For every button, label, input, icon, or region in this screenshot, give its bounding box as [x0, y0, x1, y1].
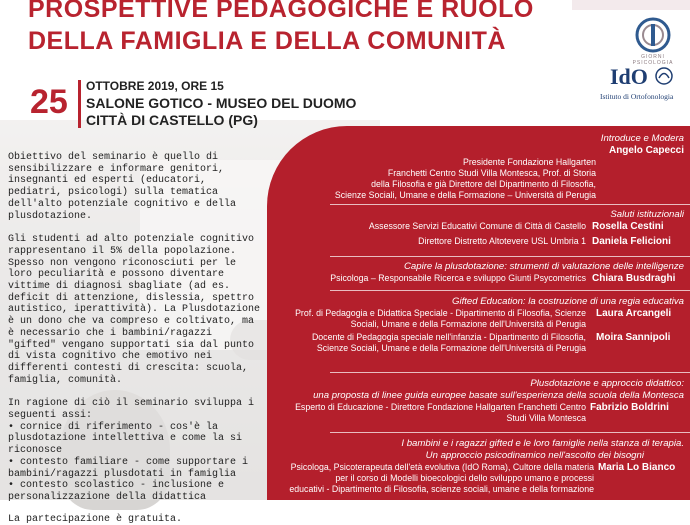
section-4-heading: Gifted Education: la costruzione di una regia educativa [452, 296, 684, 307]
section-2-heading: Saluti istituzionali [610, 209, 684, 220]
section-1-speaker: Angelo Capecci [608, 145, 684, 156]
program-section-6 [280, 438, 684, 495]
section-2-role-1: Assessore Servizi Educativi Comune di Città di Castello [368, 221, 586, 231]
section-5-role [295, 402, 586, 424]
program-section-3 [290, 261, 684, 284]
section-4-speaker-1: Laura Arcangeli [596, 308, 672, 319]
section-5-role-2: Studi Villa Montesca [506, 413, 586, 423]
section-3-row [290, 273, 684, 284]
section-6-role-3: educativi - Dipartimento di Filosofia, scienze sociali, umane e della formazione [289, 484, 594, 494]
section-4-role-1 [295, 308, 586, 330]
section-4-role-2b: Scienze Sociali, Umane e della Formazione dell'Università di Perugia [316, 343, 586, 353]
section-1-role-line-1: Presidente Fondazione Hallgarten [462, 157, 596, 167]
event-info [86, 78, 356, 129]
date-divider [78, 80, 81, 128]
divider [330, 290, 690, 291]
logo1-text: GIORNI PSICOLOGIA [632, 54, 674, 66]
section-6-role-2: per il corso di Modelli bioecologici dello sviluppo umano e processi [335, 473, 594, 483]
section-4-row-2 [290, 332, 684, 354]
divider [330, 256, 690, 257]
logo-top-strip [572, 0, 690, 10]
logos [552, 0, 690, 112]
section-6-row [280, 462, 684, 495]
section-4-role-2a: Docente di Pedagogia speciale nell'infanzia - Dipartimento di Filosofia, [311, 332, 586, 342]
section-3-role: Psicologa – Responsabile Ricerca e sviluppo Giunti Psycometrics [330, 273, 586, 283]
event-city: CITTÀ DI CASTELLO (PG) [86, 112, 258, 128]
section-4-role-1b: Sociali, Umane e della Formazione dell'Università di Perugia [350, 319, 586, 329]
event-date-time: OTTOBRE 2019, ORE 15 [86, 79, 224, 93]
section-5-row [280, 402, 684, 424]
event-venue: SALONE GOTICO - MUSEO DEL DUOMO [86, 95, 357, 111]
section-6-heading-2: Un approccio psicodinamico nell'ascolto dei bisogni [425, 450, 644, 461]
section-1-heading: Introduce e Modera [600, 133, 684, 144]
section-2-speaker-2: Daniela Felicioni [592, 236, 671, 247]
intro-bullet-1: • cornice di riferimento - cos'è la plusdotazione intellettiva e come la si riconosce [8, 421, 243, 457]
section-3-heading: Capire la plusdotazione: strumenti di valutazione delle intelligenze [404, 261, 684, 272]
title-line-1: PROSPETTIVE PEDAGOGICHE E RUOLO [28, 0, 534, 23]
section-4-role-1a: Prof. di Pedagogia e Didattica Speciale - Dipartimento di Filosofia, Scienze [295, 308, 586, 318]
section-2-row-2 [300, 236, 684, 247]
event-day: 25 [30, 83, 68, 121]
intro-bullet-3: • contesto scolastico - inclusione e personalizzazione della didattica [8, 480, 225, 503]
section-4-row-1 [290, 308, 684, 330]
divider [330, 372, 690, 373]
ido-logo-text: IdO [610, 64, 648, 89]
section-1-role-line-3: della Filosofia e già Direttore del Dipartimento di Filosofia, [371, 179, 596, 189]
program-section-2 [300, 209, 684, 247]
section-2-speaker-1: Rosella Cestini [592, 221, 664, 232]
section-1-role [270, 157, 596, 201]
section-2-row-1 [300, 221, 684, 232]
section-4-speaker-2: Moira Sannipoli [596, 332, 671, 343]
divider [330, 204, 690, 205]
section-5-speaker: Fabrizio Boldrini [590, 402, 669, 413]
program-section-5 [280, 378, 684, 424]
section-6-role [289, 462, 594, 495]
section-2-role-2: Direttore Distretto Altotevere USL Umbria 1 [418, 236, 586, 246]
ido-mark-icon [654, 66, 674, 86]
section-1-role-line-2: Franchetti Centro Studi Villa Montesca, Prof. di Storia [387, 168, 596, 178]
section-5-heading-2: una proposta di linee guida europee basate sull'esperienza della scuola della Montesca [313, 390, 684, 401]
section-4-role-2 [312, 332, 586, 354]
title-line-2: DELLA FAMIGLIA E DELLA COMUNITÀ [28, 27, 506, 55]
intro-paragraph-1: Obiettivo del seminario è quello di sensibilizzare e informare genitori, insegnanti ed esperti (educatori, pediatri, psicologi) sulla tematica dell'alto potenziale cognitivo e della plusdotazione. [8, 152, 237, 222]
section-6-speaker: Maria Lo Bianco [598, 462, 676, 473]
section-5-role-1: Esperto di Educazione - Direttore Fondazione Hallgarten Franchetti Centro [295, 402, 586, 412]
intro-bullet-2: • contesto familiare - come supportare i bambini/ragazzi plusdotati in famiglia [8, 456, 249, 480]
psychology-days-logo-icon [634, 16, 672, 54]
intro-paragraph-4: La partecipazione è gratuita. [8, 513, 183, 525]
ido-subtitle: Istituto di Ortofonologia [600, 92, 674, 101]
intro-paragraph-2: Gli studenti ad alto potenziale cognitivo rappresentano il 5% della popolazione. Spesso non vengono riconosciuti per le loro peculiarità e possono diventare vittime di diagnosi sbagliate (ad es. deficit di attenzione, dislessia, spettro autistico, iperattività). La Plusdotazione è un dono che va compreso e coltivato, ma è necessario che i bambini/ragazzi "gifted" vengano supportati sia dal punto di vista cognitivo che emotivo nei differenti contesti di crescita: scuola, famiglia, comunità. [8, 234, 261, 386]
section-5-heading-1: Plusdotazione e approccio didattico: [530, 378, 684, 389]
program-section-1 [300, 133, 684, 156]
section-6-heading-1: I bambini e i ragazzi gifted e le loro famiglie nella stanza di terapia. [401, 438, 684, 449]
section-1-role-line-4: Scienze Sociali, Umane e della Formazione – Università di Perugia [334, 190, 596, 200]
intro-paragraph-3: In ragione di ciò il seminario sviluppa i seguenti assi: [8, 398, 255, 422]
section-3-speaker: Chiara Busdraghi [592, 273, 676, 284]
divider [330, 432, 690, 433]
intro-text [8, 152, 266, 525]
section-6-role-1: Psicologa, Psicoterapeuta dell'età evolutiva (IdO Roma), Cultore della materia [290, 462, 594, 472]
program-section-4 [290, 296, 684, 354]
